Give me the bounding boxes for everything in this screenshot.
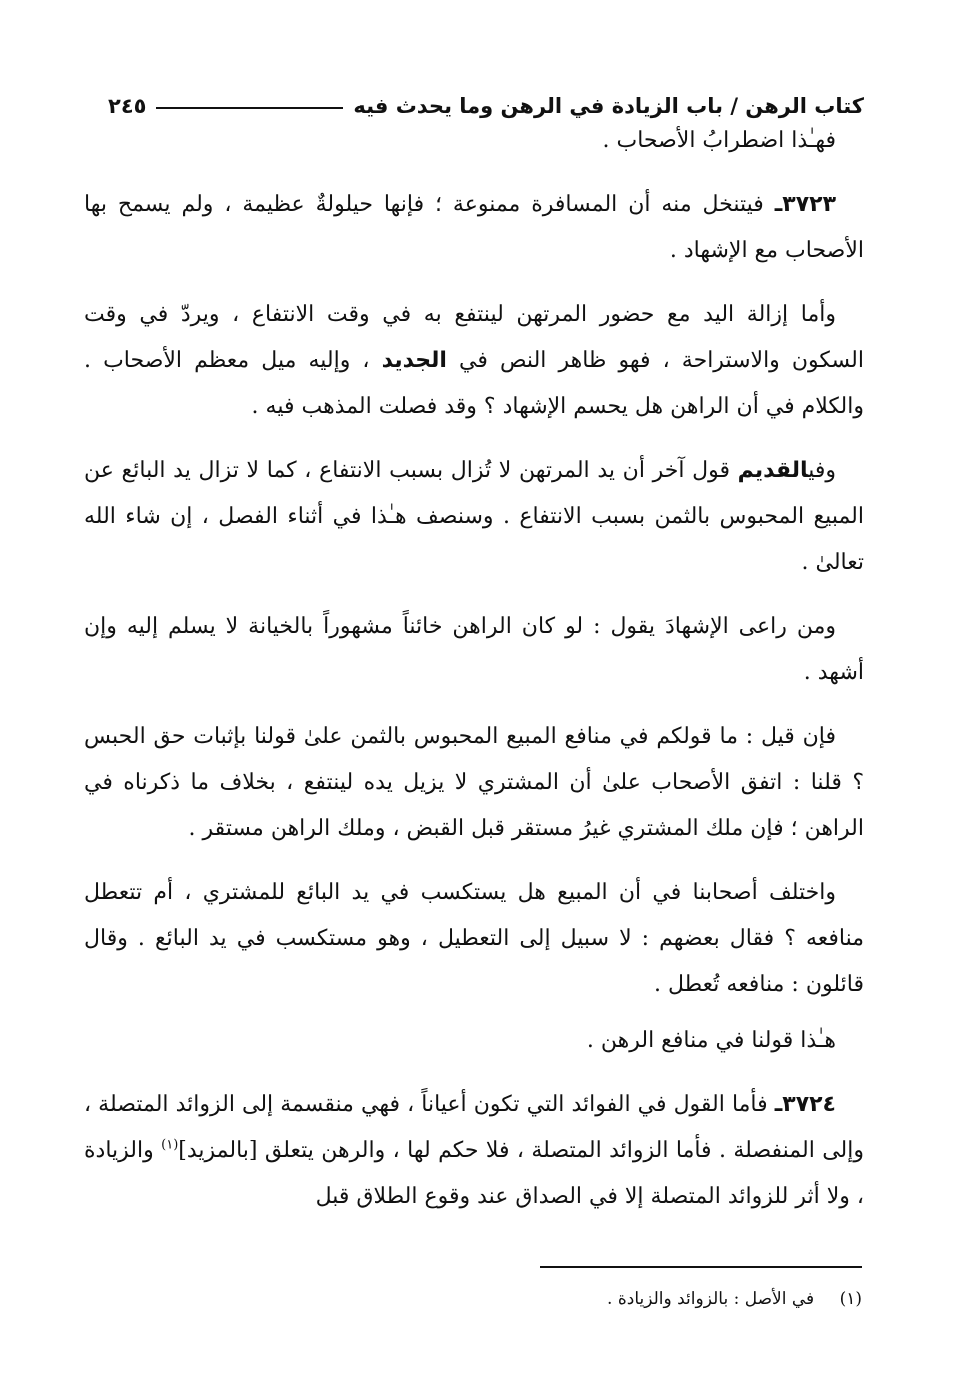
section-number-3723: ٣٧٢٣ـ [774,192,836,217]
paragraph-8: هـٰذا قولنا في منافع الرهن . [586,1028,836,1053]
paragraph-7: واختلف أصحابنا في أن المبيع هل يستكسب في يد البائع للمشتري ، أم تتعطل منافعه ؟ فقال بعضهم : لا سبيل إلى التعطيل ، وهو مستكسب في يد البائع . وقال قائلون : منافعه تُعطل . [84,880,864,997]
page-number: ٢٤٥ [108,94,147,118]
footnote [607,1284,862,1314]
page-body [84,78,864,1220]
paragraph-3723: ٣٧٢٣ـ فيتنخل منه أن المسافرة ممنوعة ؛ فإنها حيلولةٌ عظيمة ، ولم يسمح بها الأصحاب مع الإشهاد . [84,192,864,263]
chapter-title: كتاب الرهن / باب الزيادة في الرهن وما يحدث فيه [353,94,864,118]
paragraph-4: وفيالقديم قول آخر أن يد المرتهن لا تُزال بسبب الانتفاع ، كما لا تزال يد البائع عن المبيع المحبوس بالثمن بسبب الانتفاع . وسنصف هـٰذا في أثناء الفصل ، إن شاء الله تعالىٰ . [84,458,864,575]
paragraph-6: فإن قيل : ما قولكم في منافع المبيع المحبوس بالثمن علىٰ قولنا بإثبات حق الحبس ؟ قلنا : اتفق الأصحاب علىٰ أن المشتري لا يزيل يده لينتفع ، بخلاف ما ذكرناه في الراهن ؛ فإن ملك المشتري غيرُ مستقر قبل القبض ، وملك الراهن مستقر . [84,724,864,841]
footnote-text: في الأصل : بالزوائد والزيادة . [607,1289,815,1309]
paragraph-3724: ٣٧٢٤ـ فأما القول في الفوائد التي تكون أعياناً ، فهي منقسمة إلى الزوائد المتصلة ، وإلى المنفصلة . فأما الزوائد المتصلة ، فلا حكم لها ، والرهن يتعلق [بالمزيد]$^{(١)}$ والزيادة ، ولا أثر للزوائد المتصلة إلا في الصداق عند وقوع الطلاق قبل [84,1092,864,1209]
footnote-separator [540,1266,862,1268]
paragraph-1: فهـٰذا اضطرابُ الأصحاب . [602,128,836,153]
footnote-reference: (١) [161,1137,179,1153]
keyword-qadim: القديم [737,458,809,483]
running-header [84,78,864,118]
footnote-number: (١) [839,1289,862,1309]
paragraph-5: ومن راعى الإشهادَ يقول : لو كان الراهن خائناً مشهوراً بالخيانة لا يسلم إليه وإن أشهد . [84,614,864,685]
header-rule [156,107,343,109]
keyword-jadid: الجديد [381,348,447,373]
paragraph-3: وأما إزالة اليد مع حضور المرتهن لينتفع به في وقت الانتفاع ، ويردّ في وقت السكون والاستراحة ، فهو ظاهر النص في الجديد ، وإليه ميل معظم الأصحاب . والكلام في أن الراهن هل يحسم الإشهاد ؟ وقد فصلت المذهب فيه . [84,302,864,419]
section-number-3724: ٣٧٢٤ـ [774,1092,836,1117]
